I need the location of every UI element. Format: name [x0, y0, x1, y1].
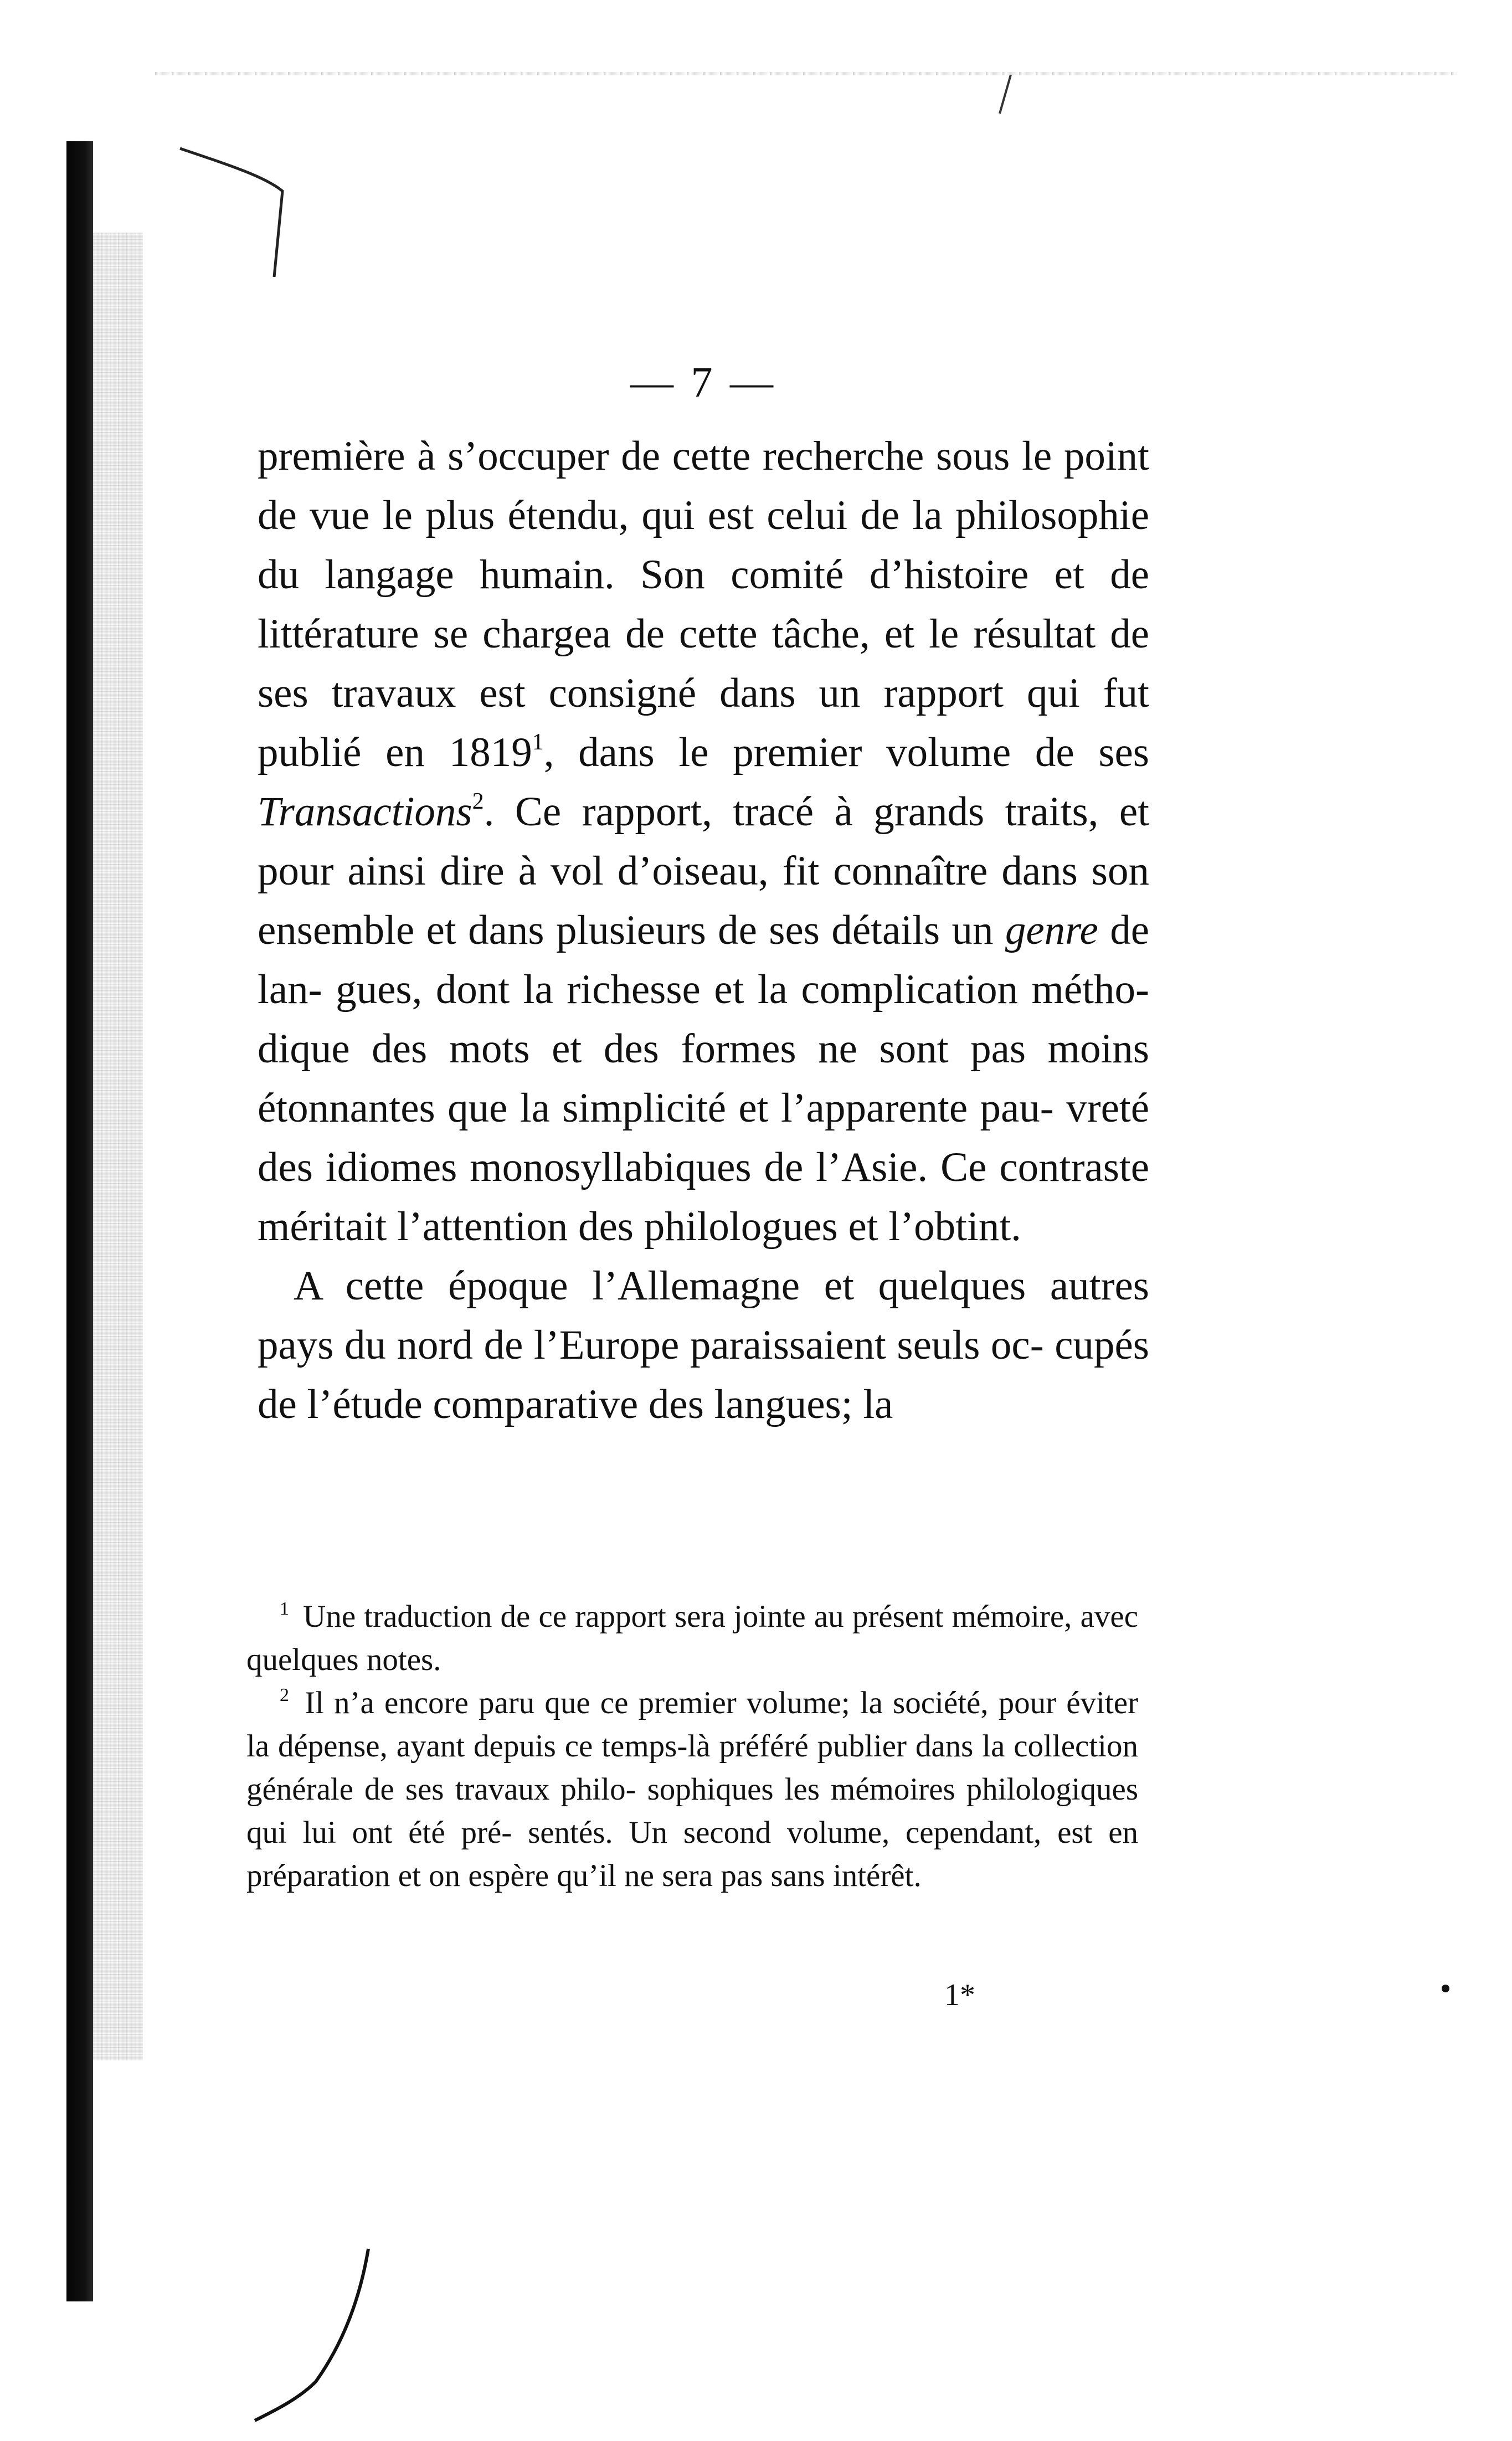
- slash-mark-top: [1000, 75, 1011, 114]
- ink-dot: [1442, 1985, 1449, 1992]
- paragraph-1: première à s’occuper de cette recherche sous le point de vue le plus étendu, qui est celui de la philosophie du langage humain. Son comité d’histoire et de littérature se chargea de cette tâche, et le résultat de ses travaux est consigné dans un rapport qui fut publié en 1819$^1$, dans le premier volume de ses Transactions$^2$. Ce rapport, tracé à grands traits, et pour ainsi dire à vol d’oiseau, fit connaître dans son ensemble et dans plusieurs de ses détails un genre de lan- gues, dont la richesse et la complication métho- dique des mots et des formes ne sont pas moins étonnantes que la simplicité et l’apparente pau- vreté des idiomes monosyllabiques de l’Asie. Ce contraste méritait l’attention des philologues et l’obtint.: [258, 433, 1150, 1250]
- footnote-ref-1: 1: [532, 729, 544, 755]
- italic-transactions: Transactions: [258, 789, 472, 835]
- footnote-1: $^1$ Une traduction de ce rapport sera jointe au présent mémoire, avec quelques notes.: [246, 1599, 1138, 1677]
- footnote-2-marker: 2: [280, 1685, 289, 1705]
- footnote-ref-2: 2: [472, 789, 484, 814]
- paragraph-2: A cette époque l’Allemagne et quelques autres pays du nord de l’Europe paraissaient seuls oc- cupés de l’étude comparative des langues; la: [258, 1263, 1149, 1427]
- footnote-1-marker: 1: [280, 1599, 289, 1619]
- body-text: [258, 426, 1149, 1434]
- slash-mark-bottom: [255, 2249, 368, 2421]
- footnotes: [246, 1595, 1138, 1898]
- running-head: — 7 —: [630, 358, 776, 406]
- footnote-2: $^2$ Il n’a encore paru que ce premier volume; la société, pour éviter la dépense, ayant depuis ce temps-là préféré publier dans la collection générale de ses travaux philo- sophiques les mémoires philologiques qui lui ont été pré- sentés. Un second volume, cependant, est en préparation et on espère qu’il ne sera pas sans intérêt.: [246, 1685, 1139, 1893]
- italic-genre: genre: [1005, 907, 1098, 953]
- signature-mark: 1*: [944, 1978, 975, 2012]
- corner-bracket-mark: [180, 148, 282, 277]
